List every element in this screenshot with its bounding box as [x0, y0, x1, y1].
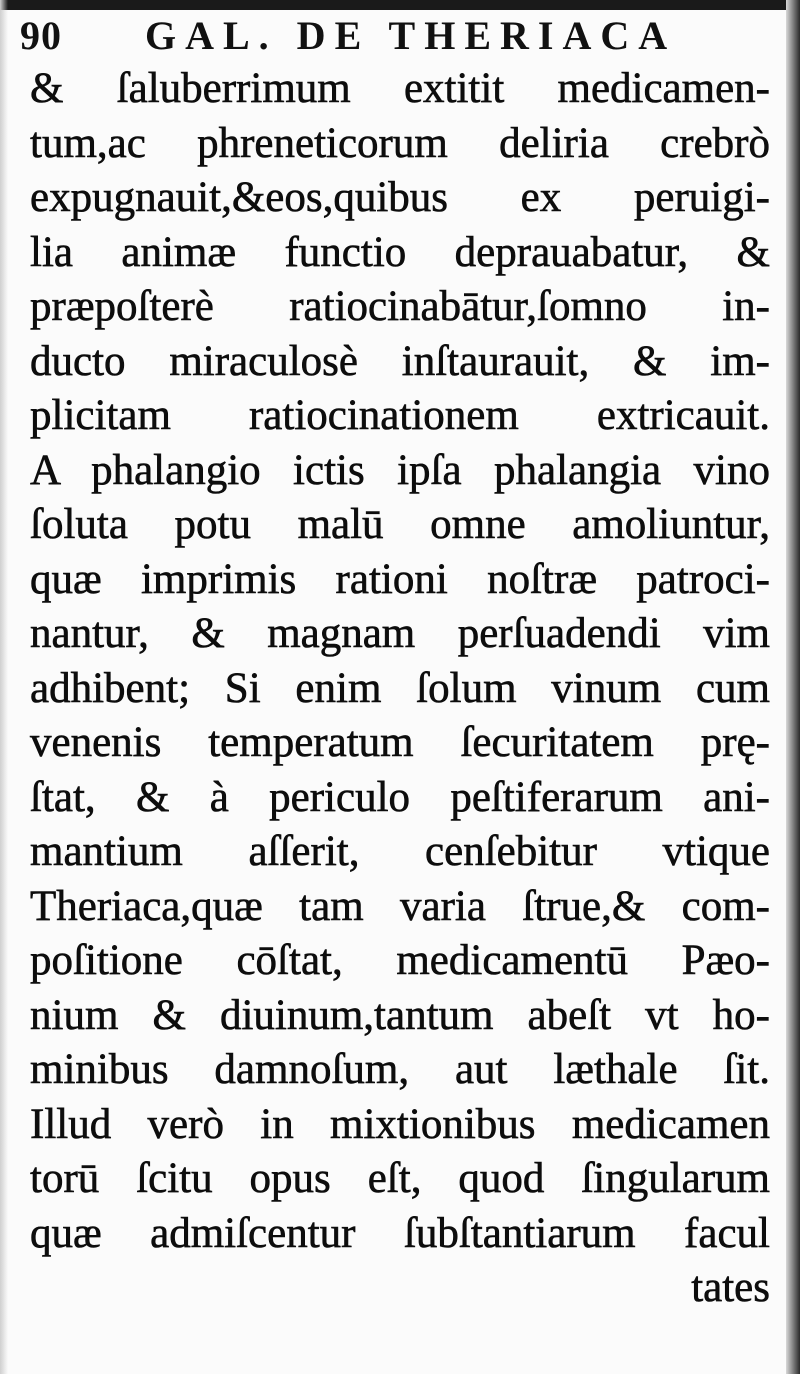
running-head: GAL. DE THERIACA — [145, 13, 677, 58]
text-line: torū ſcitu opus eſt, quod ſingularum — [30, 1155, 770, 1202]
text-line: nantur, & magnam perſuadendi vim — [30, 610, 770, 657]
text-line: ducto miraculosè inſtaurauit, & im- — [30, 337, 770, 385]
text-line: Illud verò in mixtionibus medicamen — [30, 1100, 770, 1148]
text-line: nium & diuinum,tantum abeſt vt ho- — [30, 991, 770, 1039]
text-line: tum,ac phreneticorum deliria crebrò — [30, 119, 770, 167]
scan-right-edge — [786, 0, 800, 1374]
text-line: ſoluta potu malū omne amoliuntur, — [30, 501, 770, 548]
text-line: & ſaluberrimum extitit medicamen- — [30, 65, 770, 112]
text-line: lia animæ functio deprauabatur, & — [30, 228, 770, 276]
catchword: tates — [691, 1264, 770, 1311]
text-line: A phalangio ictis ipſa phalangia vino — [30, 446, 770, 494]
text-line: venenis temperatum ſecuritatem prę- — [30, 719, 770, 766]
body-text — [30, 62, 770, 1316]
text-line: Theriaca,quæ tam varia ſtrue,& com- — [30, 882, 770, 930]
text-line: ſtat, & à periculo peſtiferarum ani- — [30, 773, 770, 821]
text-line: præpoſterè ratiocinabātur,ſomno in- — [30, 283, 770, 330]
text-line: adhibent; Si enim ſolum vinum cum — [30, 664, 770, 712]
text-line: poſitione cōſtat, medicamentū Pæo- — [30, 937, 770, 984]
scan-gutter-shadow — [0, 0, 8, 1374]
page-number: 90 — [20, 13, 62, 58]
text-line: mantium aſſerit, cenſebitur vtique — [30, 828, 770, 875]
text-line: quæ imprimis rationi noſtræ patroci- — [30, 555, 770, 603]
text-line: minibus damnoſum, aut læthale ſit. — [30, 1046, 770, 1093]
text-line: quæ admiſcentur ſubſtantiarum facul — [30, 1209, 770, 1257]
page-header — [20, 10, 776, 60]
scan-top-edge — [0, 0, 800, 10]
text-line: expugnauit,&eos,quibus ex peruigi- — [30, 174, 770, 221]
text-line: plicitam ratiocinationem extricauit. — [30, 392, 770, 439]
